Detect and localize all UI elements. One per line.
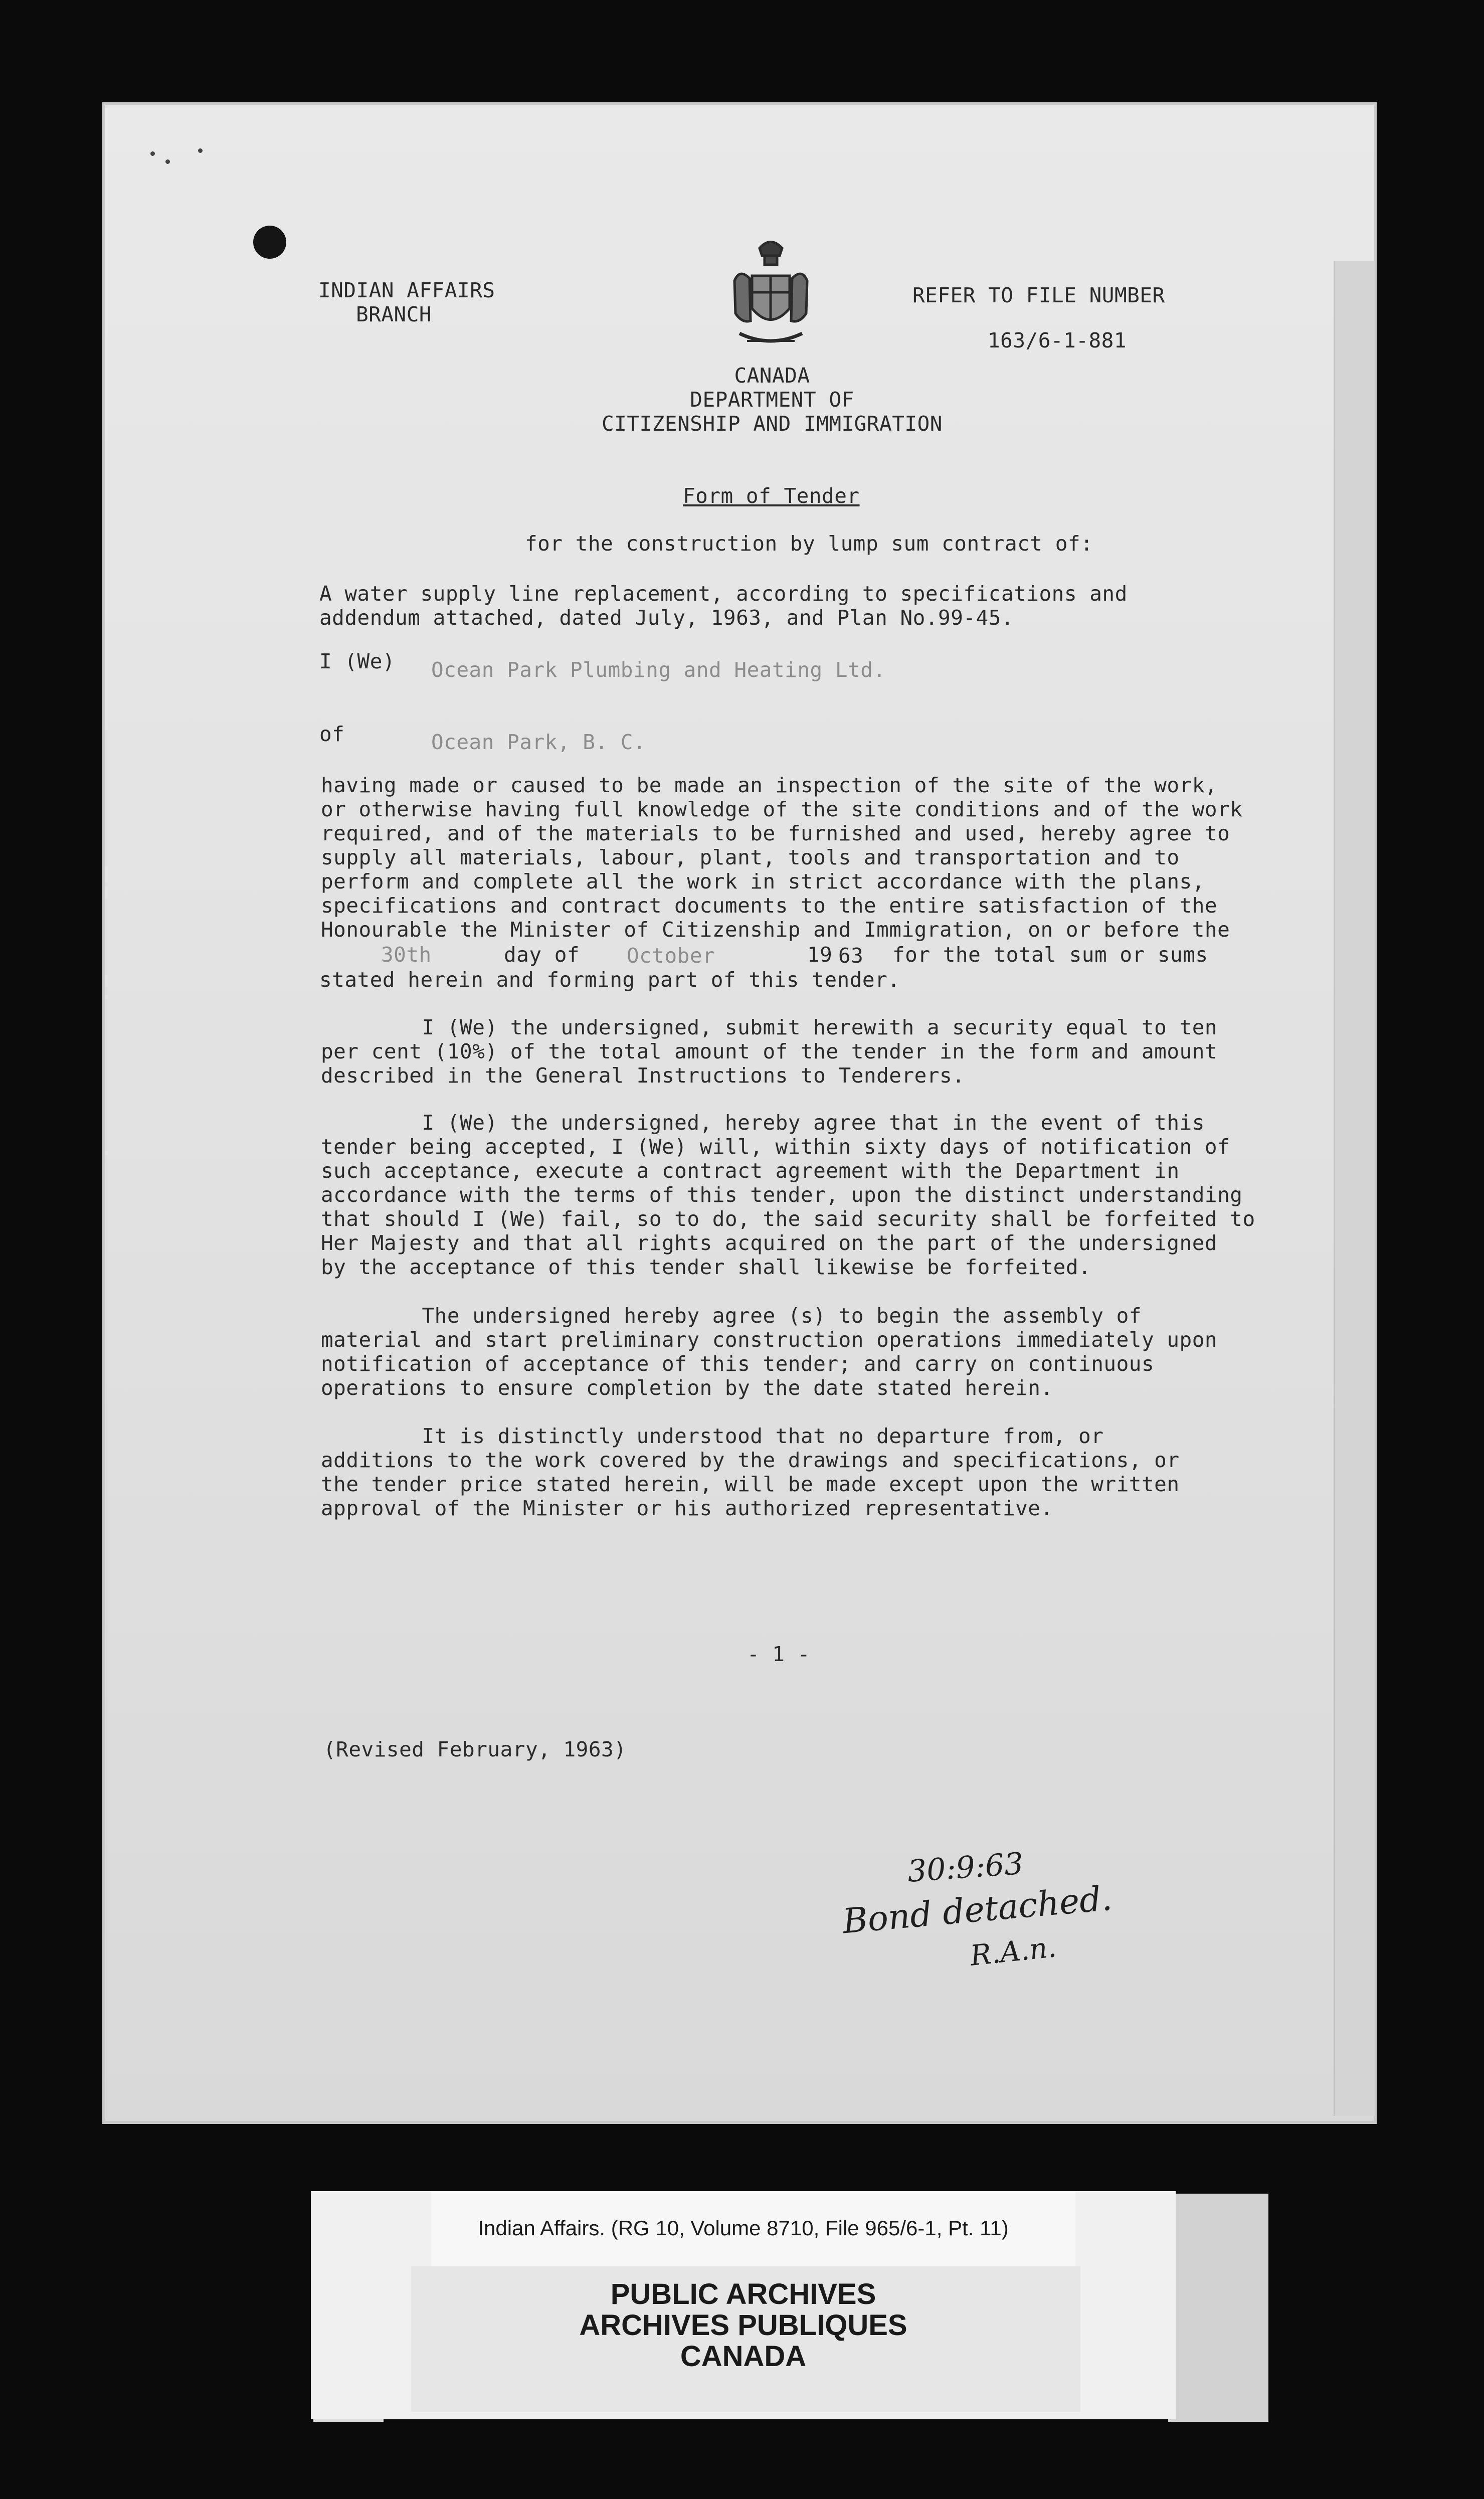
- page-edge: [1334, 261, 1375, 2116]
- tenderer-address-field: Ocean Park, B. C.: [431, 730, 646, 754]
- paragraph-line: or otherwise having full knowledge of the site conditions and of the work: [321, 797, 1243, 821]
- paragraph-line: material and start preliminary construction operations immediately upon: [321, 1328, 1218, 1352]
- archive-label: [311, 2191, 1176, 2419]
- paragraph-line: approval of the Minister or his authorized representative.: [321, 1496, 1053, 1520]
- address-label: of: [319, 722, 345, 746]
- paragraph-line: tender being accepted, I (We) will, within sixty days of notification of: [321, 1135, 1230, 1159]
- paragraph-line: I (We) the undersigned, submit herewith a security equal to ten: [321, 1015, 1218, 1039]
- paragraph-line: supply all materials, labour, plant, tools and transportation and to: [321, 845, 1180, 869]
- paragraph-line: that should I (We) fail, so to do, the said security shall be forfeited to: [321, 1207, 1255, 1231]
- paragraph-line: Her Majesty and that all rights acquired on the part of the undersigned: [321, 1231, 1218, 1255]
- paragraph-line: The undersigned hereby agree (s) to begin the assembly of: [321, 1304, 1142, 1328]
- scope-line: addendum attached, dated July, 1963, and Plan No.99-45.: [319, 606, 1014, 630]
- paragraph-line: operations to ensure completion by the date stated herein.: [321, 1376, 1053, 1400]
- paragraph-line: per cent (10%) of the total amount of the tender in the form and amount: [321, 1039, 1218, 1063]
- paragraph-line: Honourable the Minister of Citizenship and Immigration, on or before the: [321, 918, 1230, 942]
- archive-stamp-line1: PUBLIC ARCHIVES: [610, 2278, 876, 2310]
- tenderer-label: I (We): [319, 649, 396, 673]
- year-prefix: 19: [807, 943, 833, 967]
- day-of-label: day of: [504, 943, 580, 967]
- paragraph-line: stated herein and forming part of this tender.: [319, 968, 900, 992]
- punch-hole: [253, 226, 286, 259]
- file-number: 163/6-1-881: [988, 328, 1127, 352]
- archive-stamp-line2: ARCHIVES PUBLIQUES: [579, 2309, 907, 2342]
- total-sum-text: for the total sum or sums: [892, 943, 1208, 967]
- paragraph-commencement: [321, 1304, 1283, 1400]
- department-line: DEPARTMENT OF: [690, 388, 854, 412]
- label-tape: [1168, 2194, 1268, 2422]
- page-number: - 1 -: [747, 1642, 810, 1666]
- branch-line2: BRANCH: [356, 302, 432, 326]
- paragraph-line: by the acceptance of this tender shall likewise be forfeited.: [321, 1255, 1091, 1279]
- paragraph-line: specifications and contract documents to the entire satisfaction of the: [321, 894, 1218, 918]
- paragraph-line: additions to the work covered by the drawings and specifications, or: [321, 1448, 1180, 1472]
- paper-speck: [150, 151, 155, 156]
- paragraph-line: such acceptance, execute a contract agreement with the Department in: [321, 1159, 1180, 1183]
- scope-line: A water supply line replacement, according to specifications and: [319, 582, 1128, 606]
- paragraph-line: having made or caused to be made an inspection of the site of the work,: [321, 773, 1218, 797]
- completion-month-field: October: [627, 944, 715, 968]
- handwritten-date: 30:9:63: [906, 1846, 1025, 1889]
- paragraph-agreement: [321, 773, 1283, 942]
- ministry-line: CITIZENSHIP AND IMMIGRATION: [602, 412, 943, 436]
- handwritten-initials: R.A.n.: [969, 1931, 1058, 1973]
- paragraph-line: accordance with the terms of this tender, upon the distinct understanding: [321, 1183, 1243, 1207]
- completion-day-field: 30th: [381, 943, 432, 967]
- paragraph-line: the tender price stated herein, will be made except upon the written: [321, 1472, 1180, 1496]
- coat-of-arms-icon: [724, 233, 817, 361]
- paper-speck: [165, 159, 170, 164]
- paragraph-line: I (We) the undersigned, hereby agree that in the event of this: [321, 1111, 1205, 1135]
- paper-speck: [198, 148, 203, 153]
- country-line: CANADA: [734, 364, 810, 388]
- completion-year-field: 63: [838, 944, 864, 968]
- archive-stamp-line3: CANADA: [680, 2340, 807, 2373]
- paragraph-line: notification of acceptance of this tender; and carry on continuous: [321, 1352, 1155, 1376]
- branch-line1: INDIAN AFFAIRS: [318, 278, 495, 302]
- paragraph-line: It is distinctly understood that no departure from, or: [321, 1424, 1104, 1448]
- paragraph-security: [321, 1015, 1283, 1088]
- paragraph-departure: [321, 1424, 1283, 1520]
- paragraph-line: perform and complete all the work in strict accordance with the plans,: [321, 869, 1205, 894]
- paragraph-acceptance: [321, 1111, 1283, 1279]
- tenderer-name-field: Ocean Park Plumbing and Heating Ltd.: [431, 658, 886, 682]
- paragraph-line: required, and of the materials to be furnished and used, hereby agree to: [321, 821, 1230, 845]
- archive-reference: Indian Affairs. (RG 10, Volume 8710, File 965/6-1, Pt. 11): [478, 2216, 1009, 2240]
- form-subtitle: for the construction by lump sum contract of:: [525, 531, 1093, 556]
- refer-to-file-label: REFER TO FILE NUMBER: [912, 283, 1165, 307]
- paragraph-line: described in the General Instructions to Tenderers.: [321, 1063, 965, 1088]
- revision-note: (Revised February, 1963): [323, 1737, 627, 1761]
- form-title: Form of Tender: [683, 484, 860, 508]
- handwritten-note: Bond detached.: [841, 1878, 1114, 1942]
